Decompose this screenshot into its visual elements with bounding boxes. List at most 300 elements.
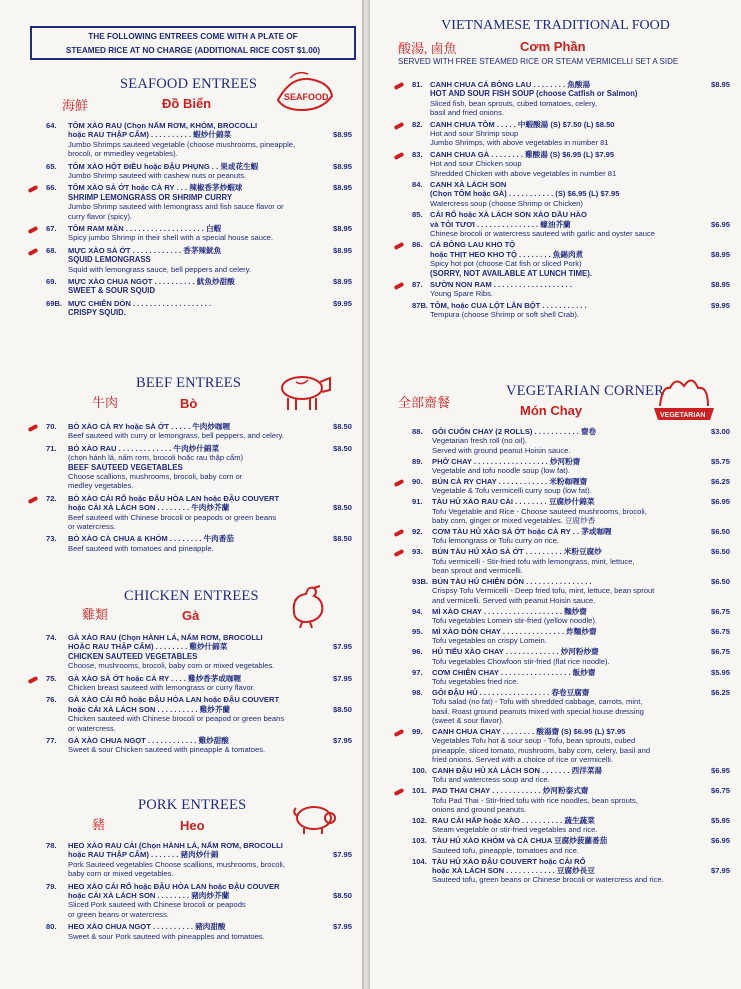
item-name: BÒ XÀO CÀ RY hoặc SẢ ỚT . . . . . 牛肉炒咖喱 (68, 422, 231, 431)
menu-item (46, 246, 352, 274)
menu-item (412, 180, 730, 208)
item-name: TÔM XÀO SẢ ỚT hoặc CÀ RY . . . 辣椒香茅炒蝦球 (68, 183, 243, 193)
item-description: pineapple, sliced tomato, mushroom, baby corn, celery, basil and (432, 745, 651, 755)
item-description: medley vegetables. (68, 481, 134, 491)
rice-notice (30, 26, 356, 60)
item-name: TÔM XÀO RAU (Chọn NẤM RƠM, KHÓM, BROCOLLI (68, 121, 258, 130)
item-name-line2: HOẶC RAU THẬP CẨM) . . . . . . . . 雞炒什錦菜 (68, 642, 228, 652)
item-name: PHỞ CHAY . . . . . . . . . . . . . . . . . . 炒河粉齋 (432, 456, 581, 466)
menu-item (412, 786, 730, 814)
menu-item (46, 183, 352, 221)
cow-icon (272, 368, 334, 412)
item-price: $6.75 (710, 786, 730, 796)
item-number: 82. (412, 119, 423, 129)
item-name: MỰC XÀO CHUA NGỌT . . . . . . . . . . 魷魚炒甜酸 (68, 277, 235, 286)
item-description: Crispsy Tofu Vermicelli - Deep fried tofu, mint, lettuce, bean sprout (432, 586, 655, 596)
vegetarian-vn: Món Chay (520, 403, 583, 418)
menu-item (412, 457, 730, 476)
item-description: Jumbo Shrimp sauteed with cashew nuts or peanuts. (68, 170, 247, 180)
item-name: PAD THAI CHAY . . . . . . . . . . . . 炒河粉泰式齋 (432, 786, 589, 796)
item-number: 81. (412, 80, 423, 89)
item-number: 90. (412, 477, 423, 486)
item-description: Sliced fish, bean sprouts, cubed tomatoes, celery, (430, 98, 598, 108)
item-description: Spicy hot pot (choose Cat fish or sliced Pork) (430, 259, 582, 269)
item-name: CANH CHUA TÔM . . . . . 中蝦酸湯 (S) $7.50 (L) $8.50 (430, 119, 615, 129)
item-price: $8.50 (332, 534, 352, 544)
menu-item (412, 647, 730, 666)
item-price: $5.95 (710, 667, 730, 677)
item-number: 93B. (412, 577, 429, 586)
item-description: Sliced Pork sauteed with Chinese brocoli or peapods (68, 900, 246, 910)
menu-item (412, 301, 730, 320)
menu-item (412, 668, 730, 687)
item-name: CẢI RỔ hoặc XÀ LÁCH SON XÀO DẦU HÀO (430, 210, 587, 220)
spicy-marker-icon (28, 496, 39, 504)
item-description: bean sprout and vermicelli. (432, 566, 523, 576)
item-name: GÀ XÀO SẢ ỚT hoặc CÀ RY . . . . 雞炒香茅或咖喱 (68, 673, 242, 683)
spicy-marker-icon (394, 82, 405, 90)
item-description: basil and fried onions. (430, 108, 504, 118)
menu-item (412, 120, 730, 148)
item-description: Jumbo Shrimps, with above vegetables in number 81 (430, 138, 609, 148)
menu-item (412, 607, 730, 626)
item-price: $3.00 (710, 427, 730, 436)
item-description: Vegetable & Tofu vermicelli curry soup (low fat). (432, 486, 592, 496)
item-name: TÔM, hoặc CUA LỘT LĂN BỘT . . . . . . . . . . . (430, 300, 587, 310)
item-number: 77. (46, 736, 57, 745)
item-price: $8.95 (332, 161, 352, 171)
item-number: 95. (412, 627, 423, 636)
item-price: $8.50 (332, 704, 352, 714)
item-price: $8.95 (710, 249, 730, 259)
pork-cn: 豬 (92, 817, 106, 832)
item-number: 99. (412, 727, 423, 736)
item-english-name: CHICKEN SAUTEED VEGETABLES (68, 651, 198, 661)
item-number: 84. (412, 180, 423, 189)
item-description: Jumbo Shrimp sauteed with lemongrass and fish sauce flavor or (68, 202, 284, 212)
item-price: $5.95 (710, 816, 730, 826)
item-description: Tofu vegetables Lomein stir-fried (yellow noodle). (432, 616, 598, 626)
item-name: MÌ XÀO DÒN CHAY . . . . . . . . . . . . . . . 炸麵炒齋 (432, 627, 597, 636)
rice-notice-line2: STEAMED RICE AT NO CHARGE (ADDITIONAL RICE COST $1.00) (65, 46, 321, 55)
item-name-line2: hoặc RAU THẬP CẨM) . . . . . . . 豬肉炒什錦 (68, 850, 219, 860)
item-description: fried onions. Served with a choice of rice or vermicelli. (432, 755, 614, 765)
item-name-line2: (Chọn TÔM hoặc GÀ) . . . . . . . . . . . (S) $6.95 (L) $7.95 (430, 189, 620, 199)
item-name: CANH XÀ LÁCH SON (430, 180, 507, 189)
menu-item (412, 688, 730, 726)
item-description: Steam vegetable or stir-fried vegetables and rice. (432, 825, 598, 835)
item-english-name: (SORRY, NOT AVAILABLE AT LUNCH TIME). (430, 268, 592, 278)
menu-item (46, 162, 352, 181)
menu-item (412, 836, 730, 855)
item-name-line2: hoặc THỊT HEO KHO TỘ . . . . . . . . 魚錫肉煮 (430, 249, 584, 259)
spicy-marker-icon (394, 549, 405, 557)
item-name: CANH ĐẬU HỦ XÀ LÁCH SON . . . . . . . 西洋菜湯 (432, 766, 603, 776)
item-number: 91. (412, 497, 423, 507)
item-name-line2: hoặc RAU THẬP CẨM) . . . . . . . . . . 蝦炒什錦菜 (68, 130, 232, 140)
item-price: $6.95 (710, 497, 730, 507)
item-number: 71. (46, 443, 57, 453)
spicy-marker-icon (28, 248, 39, 256)
item-description: or green beans or watercress. (68, 909, 169, 919)
spicy-marker-icon (394, 242, 405, 250)
menu-item (412, 577, 730, 605)
chicken-vn: Gà (182, 608, 200, 623)
item-english-name: SHRIMP LEMONGRASS OR SHRIMP CURRY (68, 192, 233, 202)
beef-vn: Bò (180, 396, 198, 411)
item-description: basil. Roast ground peanuts mixed with special house dressing (432, 706, 644, 716)
item-number: 94. (412, 606, 423, 616)
menu-item (412, 857, 730, 885)
item-description: Tempura (choose Shrimp or soft shell Crab). (430, 310, 579, 320)
vietnamese-cn: 酸湯, 鹵魚 (398, 41, 457, 56)
pig-icon (292, 800, 340, 836)
pork-title: PORK ENTREES (138, 797, 247, 813)
item-number: 79. (46, 881, 57, 891)
item-number: 80. (46, 922, 57, 932)
menu-item (46, 674, 352, 693)
menu-item (412, 497, 730, 525)
item-name: GÀ XÀO RAU (Chọn HÀNH LÁ, NẤM RƠM, BROCOLLI (68, 633, 263, 642)
vegetarian-title: VEGETARIAN CORNER (506, 383, 665, 399)
pork-vn: Heo (180, 818, 205, 833)
item-name: BÒ XÀO CÀ CHUA & KHÓM . . . . . . . . 牛肉番茄 (68, 534, 234, 544)
vietnamese-vn: Cơm Phần (520, 39, 586, 54)
item-number: 93. (412, 547, 423, 557)
item-description: Tofu Vegetable and Rice - Choose sauteed mushrooms, brocoli, (432, 506, 647, 516)
item-number: 86. (412, 240, 423, 250)
item-name-line2: hoặc CẢI XÀ LÁCH SON . . . . . . . . . . 雞炒芥蘭 (68, 704, 231, 714)
item-name: BÒ XÀO RAU . . . . . . . . . . . . . 牛肉炒什錦菜 (68, 443, 220, 453)
item-description: Served with ground peanut Hoisin sauce. (432, 445, 571, 455)
item-name: CANH CHUA GÀ . . . . . . . . 雞酸湯 (S) $6.95 (L) $7.95 (430, 149, 615, 159)
item-number: 73. (46, 534, 57, 544)
item-price: $6.50 (710, 577, 730, 586)
item-name: GỎI CUỐN CHAY (2 ROLLS) . . . . . . . . . . . 齋卷 (432, 427, 597, 436)
menu-item (46, 121, 352, 159)
item-description: Tofu vermicelli - Stir-fried tofu with lemongrass, mint, lettuce, (432, 556, 635, 566)
item-description: Tofu vegetables fried rice. (432, 676, 519, 686)
item-name-line2: và TỎI TƯƠI . . . . . . . . . . . . . . . 蠔油芥蘭 (430, 219, 571, 229)
item-description: baby corn or mixed vegetables. (68, 869, 174, 879)
item-name: TÔM RAM MẶN . . . . . . . . . . . . . . . . . . . 白蝦 (68, 224, 222, 233)
item-description: Tofu vegetables Chowfoon stir-fried (flat rice noodle). (432, 656, 610, 666)
item-price: $5.75 (710, 456, 730, 466)
item-english-name: HOT AND SOUR FISH SOUP (choose Catfish or Salmon) (430, 89, 638, 99)
menu-item (46, 494, 352, 532)
item-number: 92. (412, 527, 423, 536)
item-price: $8.95 (332, 183, 352, 193)
item-description: brocoli, or mmedley vegetables). (68, 149, 178, 159)
vietnamese-subtitle: SERVED WITH FREE STEAMED RICE OR STEAM VERMICELLI SET A SIDE (398, 57, 679, 66)
spicy-marker-icon (394, 121, 405, 129)
item-name: GÀ XÀO CHUA NGỌT . . . . . . . . . . . . 雞炒甜酸 (68, 736, 229, 745)
item-number: 89. (412, 456, 423, 466)
rice-notice-line1: THE FOLLOWING ENTREES COME WITH A PLATE OF (88, 32, 298, 41)
beef-title: BEEF ENTREES (136, 375, 242, 391)
item-number: 100. (412, 766, 427, 776)
item-price: $7.95 (332, 673, 352, 683)
item-english-name: BEEF SAUTEED VEGETABLES (68, 462, 183, 472)
item-description: Tofu vegetables on crispy Lomein. (432, 636, 547, 646)
item-description: or watercress. (68, 723, 116, 733)
item-description: Sweet & sour Chicken sauteed with pineapple & tomatoes. (68, 745, 266, 755)
seafood-title: SEAFOOD ENTREES (120, 76, 258, 92)
menu-item (46, 922, 352, 941)
item-price: $9.95 (710, 300, 730, 310)
item-name: CÁ BÔNG LAU KHO TỘ (430, 240, 516, 250)
item-name: TÀU HỦ XÀO KHÓM và CÀ CHUA 豆腐炒菠蘿番茄 (432, 836, 608, 846)
item-number: 87. (412, 280, 423, 289)
spicy-marker-icon (394, 152, 405, 160)
item-number: 67. (46, 224, 57, 233)
item-description: Tofu Pad Thai - Stir-fried tofu with rice noodles, bean sprouts, (432, 795, 638, 805)
menu-item (46, 422, 352, 441)
item-description: Beef sauteed with Chinese brocoli or peapods or green beans (68, 512, 277, 522)
item-price: $6.50 (710, 527, 730, 536)
item-price: $8.95 (332, 224, 352, 233)
menu-item (412, 627, 730, 646)
item-number: 103. (412, 836, 427, 846)
chicken-icon (284, 582, 330, 628)
spicy-marker-icon (394, 529, 405, 537)
item-description: Chinese brocoli or watercress sauteed with garlic and oyster sauce (430, 228, 655, 238)
item-description: Spicy jumbo Shrimp in their shell with a special house sauce. (68, 233, 274, 243)
item-price: $8.95 (332, 130, 352, 140)
item-price: $9.95 (332, 298, 352, 308)
item-number: 68. (46, 245, 57, 255)
chicken-cn: 雞類 (82, 607, 109, 622)
item-number: 66. (46, 183, 57, 193)
item-name: MỰC CHIÊN DÒN . . . . . . . . . . . . . . . . . . . (68, 298, 212, 308)
right-page (370, 0, 741, 989)
menu-item (412, 727, 730, 765)
item-number: 78. (46, 841, 57, 850)
item-price: $6.75 (710, 627, 730, 636)
item-name: HEO XÀO CHUA NGỌT . . . . . . . . . . 豬肉甜酸 (68, 922, 226, 932)
item-description: onions and ground peanuts. (432, 805, 527, 815)
item-number: 97. (412, 667, 423, 677)
item-price: $8.50 (332, 443, 352, 453)
item-price: $7.95 (332, 642, 352, 652)
menu-item (46, 736, 352, 755)
item-description: Vegetable and tofu noodle soup (low fat). (432, 466, 571, 476)
item-description: Shredded Chicken with above vegetables in number 81 (430, 168, 617, 178)
item-description: and vermicelli. Served with peanut Hoisin sauce. (432, 595, 596, 605)
spicy-marker-icon (394, 788, 405, 796)
item-number: 88. (412, 427, 423, 436)
item-name: CANH CHUA CÁ BÔNG LAU . . . . . . . . 魚酸湯 (430, 80, 591, 89)
item-description: Tofu and watercress soup and rice. (432, 775, 550, 785)
vegetarian-cn: 全部齋餐 (398, 395, 451, 410)
chicken-title: CHICKEN ENTREES (124, 588, 259, 604)
item-name: SƯỜN NON RAM . . . . . . . . . . . . . . . . . . . (430, 280, 572, 289)
seafood-logo-icon (272, 70, 336, 116)
item-name: MỰC XÀO SẢ ỚT . . . . . . . . . . . . 香茅辣魷魚 (68, 245, 222, 255)
menu-item (412, 240, 730, 278)
item-price: $7.95 (332, 922, 352, 932)
item-price: $6.75 (710, 606, 730, 616)
item-description: Sweet & sour Pork sauteed with pineapples and tomatoes. (68, 931, 265, 941)
item-price: $6.25 (710, 477, 730, 486)
item-description: Beef sauteed with tomatoes and pineapple. (68, 543, 214, 553)
item-number: 70. (46, 422, 57, 431)
item-name: TÔM XÀO HỘT ĐIỀU hoặc ĐẬU PHỤNG . . 果或花生蝦 (68, 161, 259, 171)
item-description: Chicken breast sauteed with lemongrass or curry flavor. (68, 682, 255, 692)
item-name: HEO XÀO RAU CẢI (Chọn HÀNH LÁ, NẤM RƠM, BROCOLLI (68, 841, 283, 850)
seafood-cn: 海鮮 (62, 98, 89, 113)
item-description: Squid with lemongrass sauce, bell peppers and celery. (68, 264, 252, 274)
item-description: or watercress. (68, 521, 116, 531)
item-name: GÀ XÀO CẢI RỔ hoặc ĐẬU HÒA LAN hoặc ĐẬU COUVERT (68, 695, 280, 705)
item-name-line2: hoặc CẢI XÀ LÁCH SON . . . . . . . . 牛肉炒芥蘭 (68, 503, 230, 513)
item-number: 101. (412, 786, 427, 796)
item-description: Sauteed tofu, pineapple, tomatoes and rice. (432, 845, 579, 855)
item-price: $8.50 (332, 422, 352, 431)
item-description: baby corn, ginger or mixed vegetables. 豆腐炒香 (432, 516, 596, 526)
item-price: $6.25 (710, 687, 730, 697)
spicy-marker-icon (28, 226, 39, 234)
item-price: $8.95 (332, 277, 352, 286)
item-price: $6.95 (710, 836, 730, 846)
spicy-marker-icon (28, 185, 39, 193)
item-number: 83. (412, 149, 423, 159)
item-description: (sweet & sour flavor). (432, 716, 504, 726)
item-description: Choose, mushrooms, brocoli, baby corn or mixed vegetables. (68, 661, 275, 671)
item-price: $7.95 (332, 850, 352, 860)
item-price: $8.95 (710, 280, 730, 289)
menu-item (412, 547, 730, 575)
item-number: 65. (46, 161, 57, 171)
item-description: Watercress soup (choose Shrimp or Chicken) (430, 198, 583, 208)
left-page (0, 0, 362, 989)
item-number: 87B. (412, 300, 429, 310)
item-name: BÚN TÀU HỦ XÀO SẢ ỚT . . . . . . . . . 米粉豆腐炒 (432, 547, 602, 557)
item-name: HEO XÀO CẢI RỔ hoặc ĐẬU HÒA LAN hoặc ĐẬU COUVER (68, 881, 280, 891)
menu-item (412, 816, 730, 835)
item-english-name: SQUID LEMONGRASS (68, 255, 151, 265)
item-description: Choose scallions, mushrooms, brocoli, baby corn or (68, 471, 243, 481)
beef-cn: 牛肉 (92, 395, 119, 410)
item-description: Beef sauteed with curry or lemongrass, bell peppers, and celery. (68, 431, 284, 441)
item-price: $6.75 (710, 647, 730, 657)
menu-item (412, 477, 730, 496)
vegetarian-logo-icon (650, 372, 718, 422)
item-number: 72. (46, 493, 57, 503)
item-price: $8.95 (710, 80, 730, 89)
menu-item (412, 427, 730, 455)
menu-item (46, 633, 352, 671)
item-price: $7.95 (710, 866, 730, 876)
spicy-marker-icon (28, 675, 39, 683)
item-price: $7.95 (332, 736, 352, 745)
spicy-marker-icon (394, 729, 405, 737)
item-description: Vegetarian fresh roll (no oil). (432, 436, 527, 446)
menu-item (412, 527, 730, 546)
item-number: 85. (412, 210, 423, 220)
item-number: 102. (412, 816, 427, 826)
item-price: $6.95 (710, 219, 730, 229)
item-name-line2: hoặc CẢI XÀ LÁCH SON . . . . . . . . 豬肉炒芥蘭 (68, 890, 230, 900)
item-description: Jumbo Shrimps sauteed vegetable (choose mushrooms, pineapple, (68, 139, 296, 149)
item-name-line2: hoặc XÀ LÁCH SON . . . . . . . . . . . . 豆腐炒長豆 (432, 866, 595, 876)
menu-item (46, 534, 352, 553)
item-description: Tofu lemongrass or Tofu curry on rice. (432, 536, 559, 546)
seafood-logo-text: SEAFOOD (284, 92, 329, 102)
item-number: 64. (46, 121, 57, 130)
spicy-marker-icon (28, 424, 39, 432)
item-description: (chọn hành lá, nấm rơm, brocoli hoặc rau thập cẩm) (68, 453, 244, 463)
item-description: Chicken sauteed with Chinese brocoli or peapod or green beans (68, 714, 285, 724)
item-price: $6.95 (710, 766, 730, 776)
item-english-name: SWEET & SOUR SQUID (68, 286, 156, 296)
item-name: RAU CẢI HẤP hoặc XÀO . . . . . . . . . . 蔬生蔬菜 (432, 816, 595, 826)
menu-item (412, 280, 730, 299)
item-description: Sauteed tofu, green beans or Chinese brocoli or watercress and rice. (432, 875, 664, 885)
item-description: curry flavor (spicy). (68, 211, 133, 221)
page-gutter (362, 0, 370, 989)
item-name: CANH CHUA CHAY . . . . . . . . 酸湯齋 (S) $6.95 (L) $7.95 (432, 727, 626, 736)
item-name: BÒ XÀO CẢI RỔ hoặc ĐẬU HÒA LAN hoặc ĐẬU COUVERT (68, 493, 280, 503)
item-description: Pork Sauteed vegetables Choose scallions, mushrooms, brocoli, (68, 859, 285, 869)
item-number: 104. (412, 856, 427, 866)
item-description: Vegetables Tofu hot & sour soup - Tofu, bean sprouts, cubed (432, 736, 636, 746)
item-price: $8.95 (332, 245, 352, 255)
item-name: BÚN CÀ RY CHAY . . . . . . . . . . . . 米粉咖喱齋 (432, 477, 588, 486)
menu-item (412, 150, 730, 178)
menu-item (412, 766, 730, 785)
item-price: $6.50 (710, 547, 730, 557)
item-description: Young Spare Ribs. (430, 289, 494, 299)
item-name: TÀU HỦ XÀO RAU CẢI . . . . . . . . 豆腐炒什錦菜 (432, 497, 595, 507)
item-price: $8.50 (332, 503, 352, 513)
menu-item (412, 80, 730, 118)
item-description: Hot and sour Shrimp soup (430, 128, 519, 138)
spicy-marker-icon (394, 479, 405, 487)
menu-item (46, 444, 352, 491)
item-description: Hot and sour Chicken soup (430, 159, 522, 169)
menu-item (46, 277, 352, 296)
vegetarian-logo-text: VEGETARIAN (660, 412, 706, 419)
item-name: HỦ TIẾU XÀO CHAY . . . . . . . . . . . . . 炒河粉炒齋 (432, 647, 599, 657)
item-number: 69. (46, 277, 57, 286)
item-name: TÀU HỦ XÀO ĐẬU COUVERT hoặc CẢI RỔ (432, 856, 586, 866)
item-number: 98. (412, 687, 423, 697)
item-number: 96. (412, 647, 423, 657)
menu-item (46, 224, 352, 243)
seafood-header (120, 76, 257, 93)
item-name: MÌ XÀO CHAY . . . . . . . . . . . . . . . . . . . 麵炒齋 (432, 606, 587, 616)
item-description: Tofu salad (no fat) - Tofu with shredded cabbage, carrots, mint, (432, 697, 643, 707)
item-english-name: CRISPY SQUID. (68, 308, 126, 318)
item-name: GỎI ĐẬU HỦ . . . . . . . . . . . . . . . . . 春卷豆腐齋 (432, 687, 590, 697)
menu-item (46, 695, 352, 733)
menu-item (46, 299, 352, 318)
menu-item (412, 210, 730, 238)
item-number: 74. (46, 633, 57, 642)
menu-item (46, 841, 352, 879)
item-number: 75. (46, 673, 57, 683)
item-name: CƠM TÀU HỦ XÀO SẢ ỚT hoặc CÀ RY . . 茅或咖喱 (432, 527, 612, 536)
vietnamese-title: VIETNAMESE TRADITIONAL FOOD (441, 18, 670, 33)
menu-item (46, 882, 352, 920)
seafood-vn: Đồ Biển (162, 96, 212, 111)
item-price: $8.50 (332, 890, 352, 900)
item-number: 76. (46, 695, 57, 705)
item-number: 69B. (46, 298, 63, 308)
spicy-marker-icon (394, 282, 405, 290)
item-name: CƠM CHIÊN CHAY . . . . . . . . . . . . . . . . . 飯炒齋 (432, 667, 596, 677)
